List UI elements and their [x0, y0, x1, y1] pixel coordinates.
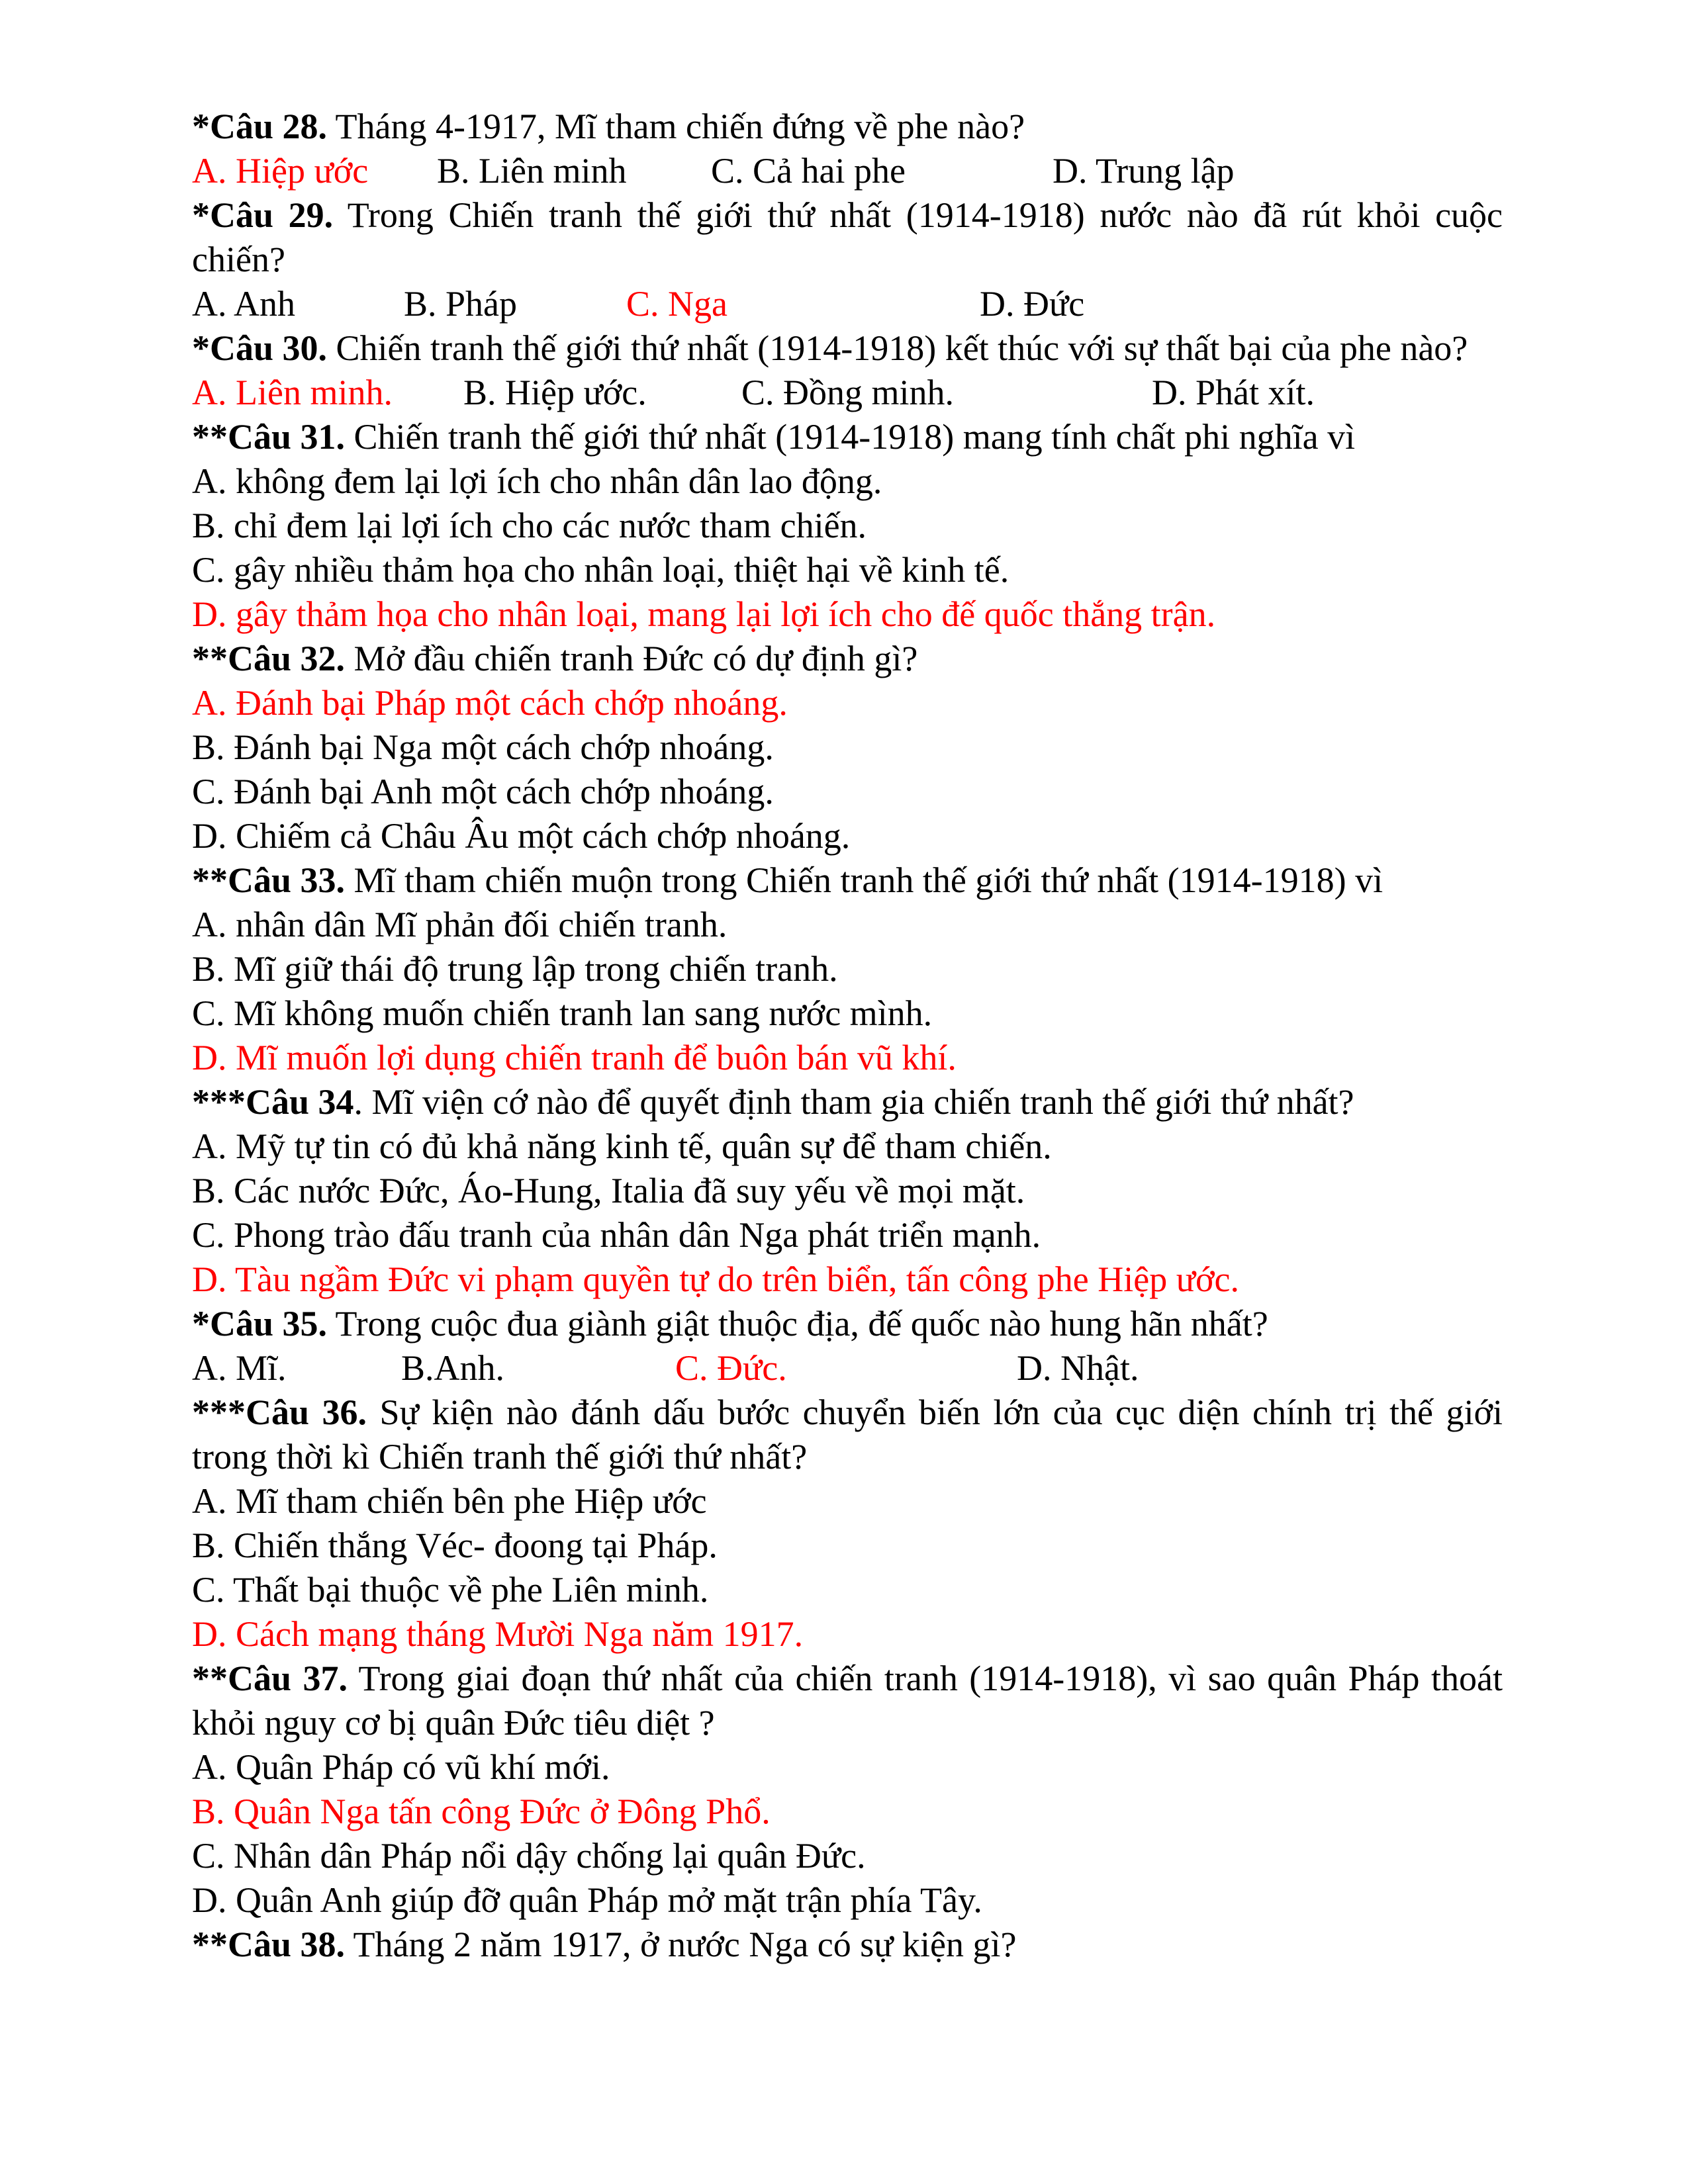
- question-body: . Mĩ viện cớ nào để quyết định tham gia chiến tranh thế giới thứ nhất?: [353, 1082, 1354, 1122]
- question-body: Tháng 4-1917, Mĩ tham chiến đứng về phe nào?: [327, 107, 1025, 146]
- question-text: [192, 105, 1503, 149]
- answer-option: C. Mĩ không muốn chiến tranh lan sang nước mình.: [192, 993, 933, 1033]
- answer-option: D. gây thảm họa cho nhân loại, mang lại lợi ích cho đế quốc thắng trận.: [192, 594, 1216, 634]
- answer-option: A. Mĩ tham chiến bên phe Hiệp ước: [192, 1481, 707, 1521]
- answer-option: B. Đánh bại Nga một cách chớp nhoáng.: [192, 727, 774, 767]
- answer-option: D. Cách mạng tháng Mười Nga năm 1917.: [192, 1614, 804, 1654]
- question-label: **Câu 31.: [192, 417, 346, 457]
- answer-option: B. Hiệp ước.: [463, 373, 647, 412]
- question-body: Mĩ tham chiến muộn trong Chiến tranh thế giới thứ nhất (1914-1918) vì: [345, 860, 1383, 900]
- answer-option: C. Phong trào đấu tranh của nhân dân Nga phát triển mạnh.: [192, 1215, 1041, 1255]
- question-text: [192, 415, 1503, 459]
- answer-option: C. Nhân dân Pháp nổi dậy chống lại quân Đức.: [192, 1836, 866, 1876]
- question-text: [192, 1080, 1503, 1124]
- answer-option: D. Mĩ muốn lợi dụng chiến tranh để buôn bán vũ khí.: [192, 1038, 957, 1077]
- answer-option: C. Nga: [626, 284, 727, 324]
- question-label: *Câu 29.: [192, 195, 334, 235]
- answer-option: D. Chiếm cả Châu Âu một cách chớp nhoáng.: [192, 816, 851, 856]
- question-label: ***Câu 36.: [192, 1392, 367, 1432]
- answer-option: A. nhân dân Mĩ phản đối chiến tranh.: [192, 905, 727, 944]
- question-text: [192, 637, 1503, 681]
- question-body: Sự kiện nào đánh dấu bước chuyển biến lớn của cục diện chính trị thế giới trong thời kì Chiến tranh thế giới thứ nhất?: [192, 1392, 1503, 1477]
- answer-option: A. Anh: [192, 284, 296, 324]
- answer-option: C. Thất bại thuộc về phe Liên minh.: [192, 1570, 709, 1610]
- question-block: [192, 1657, 1503, 1923]
- answer-option: C. gây nhiều thảm họa cho nhân loại, thiệt hại về kinh tế.: [192, 550, 1009, 590]
- answer-option: B. chỉ đem lại lợi ích cho các nước tham chiến.: [192, 506, 867, 545]
- question-text: [192, 1657, 1503, 1745]
- question-body: Mở đầu chiến tranh Đức có dự định gì?: [345, 639, 918, 678]
- answer-option: B. Mĩ giữ thái độ trung lập trong chiến tranh.: [192, 949, 838, 989]
- answer-option: D. Trung lập: [1053, 151, 1235, 191]
- answer-option: B. Pháp: [404, 284, 518, 324]
- question-body: Trong giai đoạn thứ nhất của chiến tranh (1914-1918), vì sao quân Pháp thoát khỏi nguy cơ bị quân Đức tiêu diệt ?: [192, 1659, 1503, 1743]
- question-label: *Câu 28.: [192, 107, 328, 146]
- question-block: [192, 326, 1503, 415]
- question-block: [192, 637, 1503, 858]
- question-label: **Câu 37.: [192, 1659, 348, 1698]
- answer-option: B. Các nước Đức, Áo-Hung, Italia đã suy yếu về mọi mặt.: [192, 1171, 1025, 1210]
- question-body: Trong cuộc đua giành giật thuộc địa, đế quốc nào hung hãn nhất?: [327, 1304, 1268, 1343]
- question-block: [192, 858, 1503, 1080]
- question-label: *Câu 35.: [192, 1304, 328, 1343]
- answer-option: C. Đồng minh.: [741, 373, 955, 412]
- question-body: Trong Chiến tranh thế giới thứ nhất (1914-1918) nước nào đã rút khỏi cuộc chiến?: [192, 195, 1503, 279]
- question-label: **Câu 38.: [192, 1925, 346, 1964]
- answer-option: C. Cả hai phe: [711, 151, 906, 191]
- question-label: ***Câu 34: [192, 1082, 354, 1122]
- question-block: [192, 1923, 1503, 1967]
- answer-option: C. Đánh bại Anh một cách chớp nhoáng.: [192, 772, 774, 811]
- answer-option: A. Hiệp ước: [192, 151, 369, 191]
- question-text: [192, 1923, 1503, 1967]
- question-text: [192, 858, 1503, 903]
- question-text: [192, 193, 1503, 282]
- question-text: [192, 1390, 1503, 1479]
- answer-options-row: [192, 1346, 1503, 1390]
- answer-options-row: [192, 371, 1503, 415]
- answer-option: A. Quân Pháp có vũ khí mới.: [192, 1747, 610, 1787]
- question-text: [192, 1302, 1503, 1346]
- question-block: [192, 1390, 1503, 1657]
- question-label: **Câu 33.: [192, 860, 346, 900]
- question-body: Chiến tranh thế giới thứ nhất (1914-1918) mang tính chất phi nghĩa vì: [345, 417, 1356, 457]
- question-block: [192, 105, 1503, 193]
- answer-option: D. Quân Anh giúp đỡ quân Pháp mở mặt trận phía Tây.: [192, 1880, 982, 1920]
- answer-options-row: [192, 149, 1503, 193]
- answer-option: B. Liên minh: [437, 151, 627, 191]
- question-body: Tháng 2 năm 1917, ở nước Nga có sự kiện gì?: [345, 1925, 1017, 1964]
- answer-option: A. Mỹ tự tin có đủ khả năng kinh tế, quân sự để tham chiến.: [192, 1126, 1052, 1166]
- answer-option: B. Chiến thắng Véc- đoong tại Pháp.: [192, 1525, 718, 1565]
- question-block: [192, 1302, 1503, 1390]
- answer-option: D. Tàu ngầm Đức vi phạm quyền tự do trên biển, tấn công phe Hiệp ước.: [192, 1259, 1239, 1299]
- answer-option: D. Phát xít.: [1152, 373, 1315, 412]
- answer-option: A. không đem lại lợi ích cho nhân dân lao động.: [192, 461, 882, 501]
- answer-option: B.Anh.: [401, 1348, 505, 1388]
- answer-option: D. Đức: [980, 284, 1085, 324]
- answer-option: B. Quân Nga tấn công Đức ở Đông Phổ.: [192, 1792, 771, 1831]
- answer-option: D. Nhật.: [1017, 1348, 1139, 1388]
- answer-option: A. Đánh bại Pháp một cách chớp nhoáng.: [192, 683, 788, 723]
- answer-option: A. Liên minh.: [192, 373, 393, 412]
- answer-options-row: [192, 282, 1503, 326]
- question-label: **Câu 32.: [192, 639, 346, 678]
- question-block: [192, 1080, 1503, 1302]
- answer-option: C. Đức.: [675, 1348, 787, 1388]
- question-list: [192, 105, 1503, 1967]
- question-block: [192, 415, 1503, 637]
- answer-option: A. Mĩ.: [192, 1348, 287, 1388]
- question-text: [192, 326, 1503, 371]
- question-body: Chiến tranh thế giới thứ nhất (1914-1918) kết thúc với sự thất bại của phe nào?: [327, 328, 1468, 368]
- question-label: *Câu 30.: [192, 328, 328, 368]
- question-block: [192, 193, 1503, 326]
